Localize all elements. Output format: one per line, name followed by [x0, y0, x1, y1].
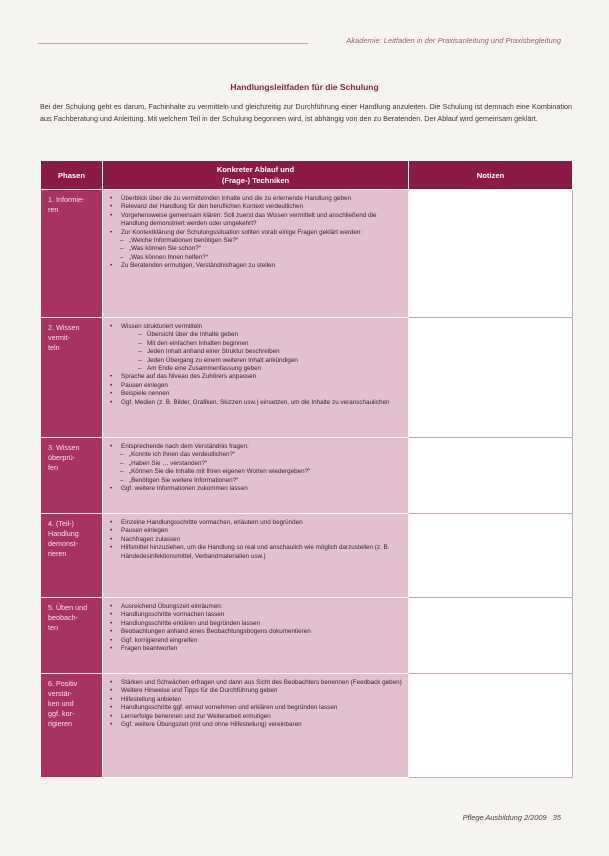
procedure-cell: [103, 514, 409, 598]
header-ablauf-line2: (Frage-) Techniken: [221, 176, 290, 185]
list-item: – Übersicht über die Inhalte geben: [109, 331, 404, 339]
intro-paragraph: Bei der Schulung geht es darum, Fachinhalte zu vermitteln und gleichzeitig zur Durchführung einer Handlung anzuleiten. Die Schulung ist demnach eine Kombination aus Fachberatung und Anleitung. Mit welchem Teil in der Schulung begonnen wird, ist abhängig von den zu Beratenden. Der Ablauf wird gemeinsam geklärt.: [40, 102, 572, 123]
phase-cell: 6. Positiv verstär- ken und ggf. kor- rigieren: [41, 674, 103, 778]
notes-cell[interactable]: [409, 674, 573, 778]
list-item: • Fragen beantworten: [109, 645, 404, 653]
header-ablauf: [103, 161, 409, 190]
procedure-cell: [103, 674, 409, 778]
list-item: – Mit den einfachen Inhalten beginnen: [109, 340, 404, 348]
list-item: – „Können Sie die Inhalte mit Ihren eigenen Worten wiedergeben?“: [109, 468, 404, 476]
phase-cell: 5. Üben und beobach- ten: [41, 598, 103, 674]
procedure-cell: [103, 438, 409, 514]
page-title: Handlungsleitfaden für die Schulung: [230, 82, 379, 92]
list-item: – „Benötigen Sie weitere Informationen?“: [109, 477, 404, 485]
guideline-table: [40, 160, 573, 778]
procedure-cell: [103, 190, 409, 318]
header-ablauf-line1: Konkreter Ablauf und: [216, 165, 295, 174]
list-item: • Ausreichend Übungszeit einräumen:: [109, 603, 404, 611]
header-notes: Notizen: [409, 161, 573, 190]
footer-publication: Pflege Ausbildung 2/2009: [462, 813, 547, 822]
header-rule: [38, 43, 308, 44]
notes-cell[interactable]: [409, 438, 573, 514]
list-item: • Ggf. weitere Übungszeit (mit und ohne Hilfestellung) vereinbaren: [109, 721, 404, 729]
phase-cell: 4. (Teil-) Handlung demonst- rieren: [41, 514, 103, 598]
table-row: [41, 514, 573, 598]
list-item: • Weitere Hinweise und Tipps für die Durchführung geben: [109, 687, 404, 695]
page-footer: [463, 813, 561, 822]
table-row: [41, 318, 573, 438]
list-item: • Überblick über die zu vermittelnden Inhalte und die zu erlernende Handlung geben: [109, 195, 404, 203]
list-item: – „Konnte ich Ihnen das verdeutlichen?“: [109, 451, 404, 459]
procedure-list: [109, 603, 404, 653]
page-number: 35: [552, 813, 561, 822]
list-item: • Ggf. korrigierend eingreifen: [109, 637, 404, 645]
notes-cell[interactable]: [409, 190, 573, 318]
list-item: • Einzelne Handlungsschritte vormachen, erläutern und begründen: [109, 519, 404, 527]
list-item: • Handlungsschritte ggf. erneut vornehmen und erklären und begründen lassen: [109, 704, 404, 712]
notes-cell[interactable]: [409, 318, 573, 438]
list-item: • Handlungsschritte erklären und begründen lassen: [109, 620, 404, 628]
list-item: • Entsprechende nach dem Verständnis fragen:: [109, 443, 404, 451]
list-item: – „Haben Sie … verstanden?“: [109, 460, 404, 468]
phase-cell: 2. Wissen vermit- teln: [41, 318, 103, 438]
list-item: • Ggf. Medien (z. B. Bilder, Grafiken, Skizzen usw.) einsetzen, um die Inhalte zu veranschaulichen: [109, 399, 404, 407]
table-row: [41, 438, 573, 514]
list-item: • Hilfsmittel hinzuziehen, um die Handlung so real und anschaulich wie möglich darzustellen (z. B. Händedesinfektionsmittel, Verbandmaterialien usw.): [109, 544, 404, 561]
list-item: • Handlungsschritte vormachen lassen: [109, 611, 404, 619]
list-item: • Wissen strukturiert vermitteln: [109, 323, 404, 331]
list-item: – „Welche Informationen benötigen Sie?“: [109, 237, 404, 245]
table-row: [41, 190, 573, 318]
running-header: Akademie: Leitfaden in der Praxisanleitung und Praxisbegleitung: [346, 36, 561, 45]
phase-cell: 1. Informie- ren: [41, 190, 103, 318]
list-item: – „Was können Ihnen helfen?“: [109, 254, 404, 262]
procedure-cell: [103, 598, 409, 674]
procedure-cell: [103, 318, 409, 438]
list-item: • Zur Kontextklärung der Schulungssituation sollten vorab einige Fragen geklärt werden:: [109, 229, 404, 237]
list-item: • Ggf. weitere Informationen zukommen lassen: [109, 485, 404, 493]
list-item: • Beispiele nennen: [109, 390, 404, 398]
procedure-list: [109, 679, 404, 729]
table-header-row: [41, 161, 573, 190]
list-item: • Vorgehensweise gemeinsam klären: Soll zuerst das Wissen vermittelt und anschließend die Handlung demonstriert werden oder umgekehrt?: [109, 212, 404, 229]
notes-cell[interactable]: [409, 514, 573, 598]
table-row: [41, 674, 573, 778]
phase-cell: 3. Wissen überprü- fen: [41, 438, 103, 514]
list-item: • Hilfestellung anbieten: [109, 696, 404, 704]
list-item: • Zu Beratenden ermutigen, Verständnisfragen zu stellen: [109, 262, 404, 270]
list-item: – Jeden Übergang zu einem weiteren Inhalt ankündigen: [109, 357, 404, 365]
list-item: • Sprache auf das Niveau des Zuhörers anpassen: [109, 373, 404, 381]
list-item: – Am Ende eine Zusammenfassung geben: [109, 365, 404, 373]
list-item: • Stärken und Schwächen erfragen und dann aus Sicht des Beobachters benennen (Feedback geben): [109, 679, 404, 687]
procedure-list: [109, 443, 404, 493]
list-item: • Pausen einlegen: [109, 527, 404, 535]
list-item: – Jeden Inhalt anhand einer Struktur beschreiben: [109, 348, 404, 356]
list-item: • Lernerfolge benennen und zur Weiterarbeit ermutigen: [109, 713, 404, 721]
header-phases: Phasen: [41, 161, 103, 190]
procedure-list: [109, 519, 404, 561]
notes-cell[interactable]: [409, 598, 573, 674]
list-item: • Beobachtungen anhand eines Beobachtungsbogens dokumentieren: [109, 628, 404, 636]
list-item: – „Was können Sie schon?“: [109, 245, 404, 253]
procedure-list: [109, 195, 404, 271]
table-row: [41, 598, 573, 674]
list-item: • Nachfragen zulassen: [109, 536, 404, 544]
list-item: • Relevanz der Handlung für den beruflichen Kontext verdeutlichen: [109, 203, 404, 211]
procedure-list: [109, 323, 404, 407]
list-item: • Pausen einlegen: [109, 382, 404, 390]
